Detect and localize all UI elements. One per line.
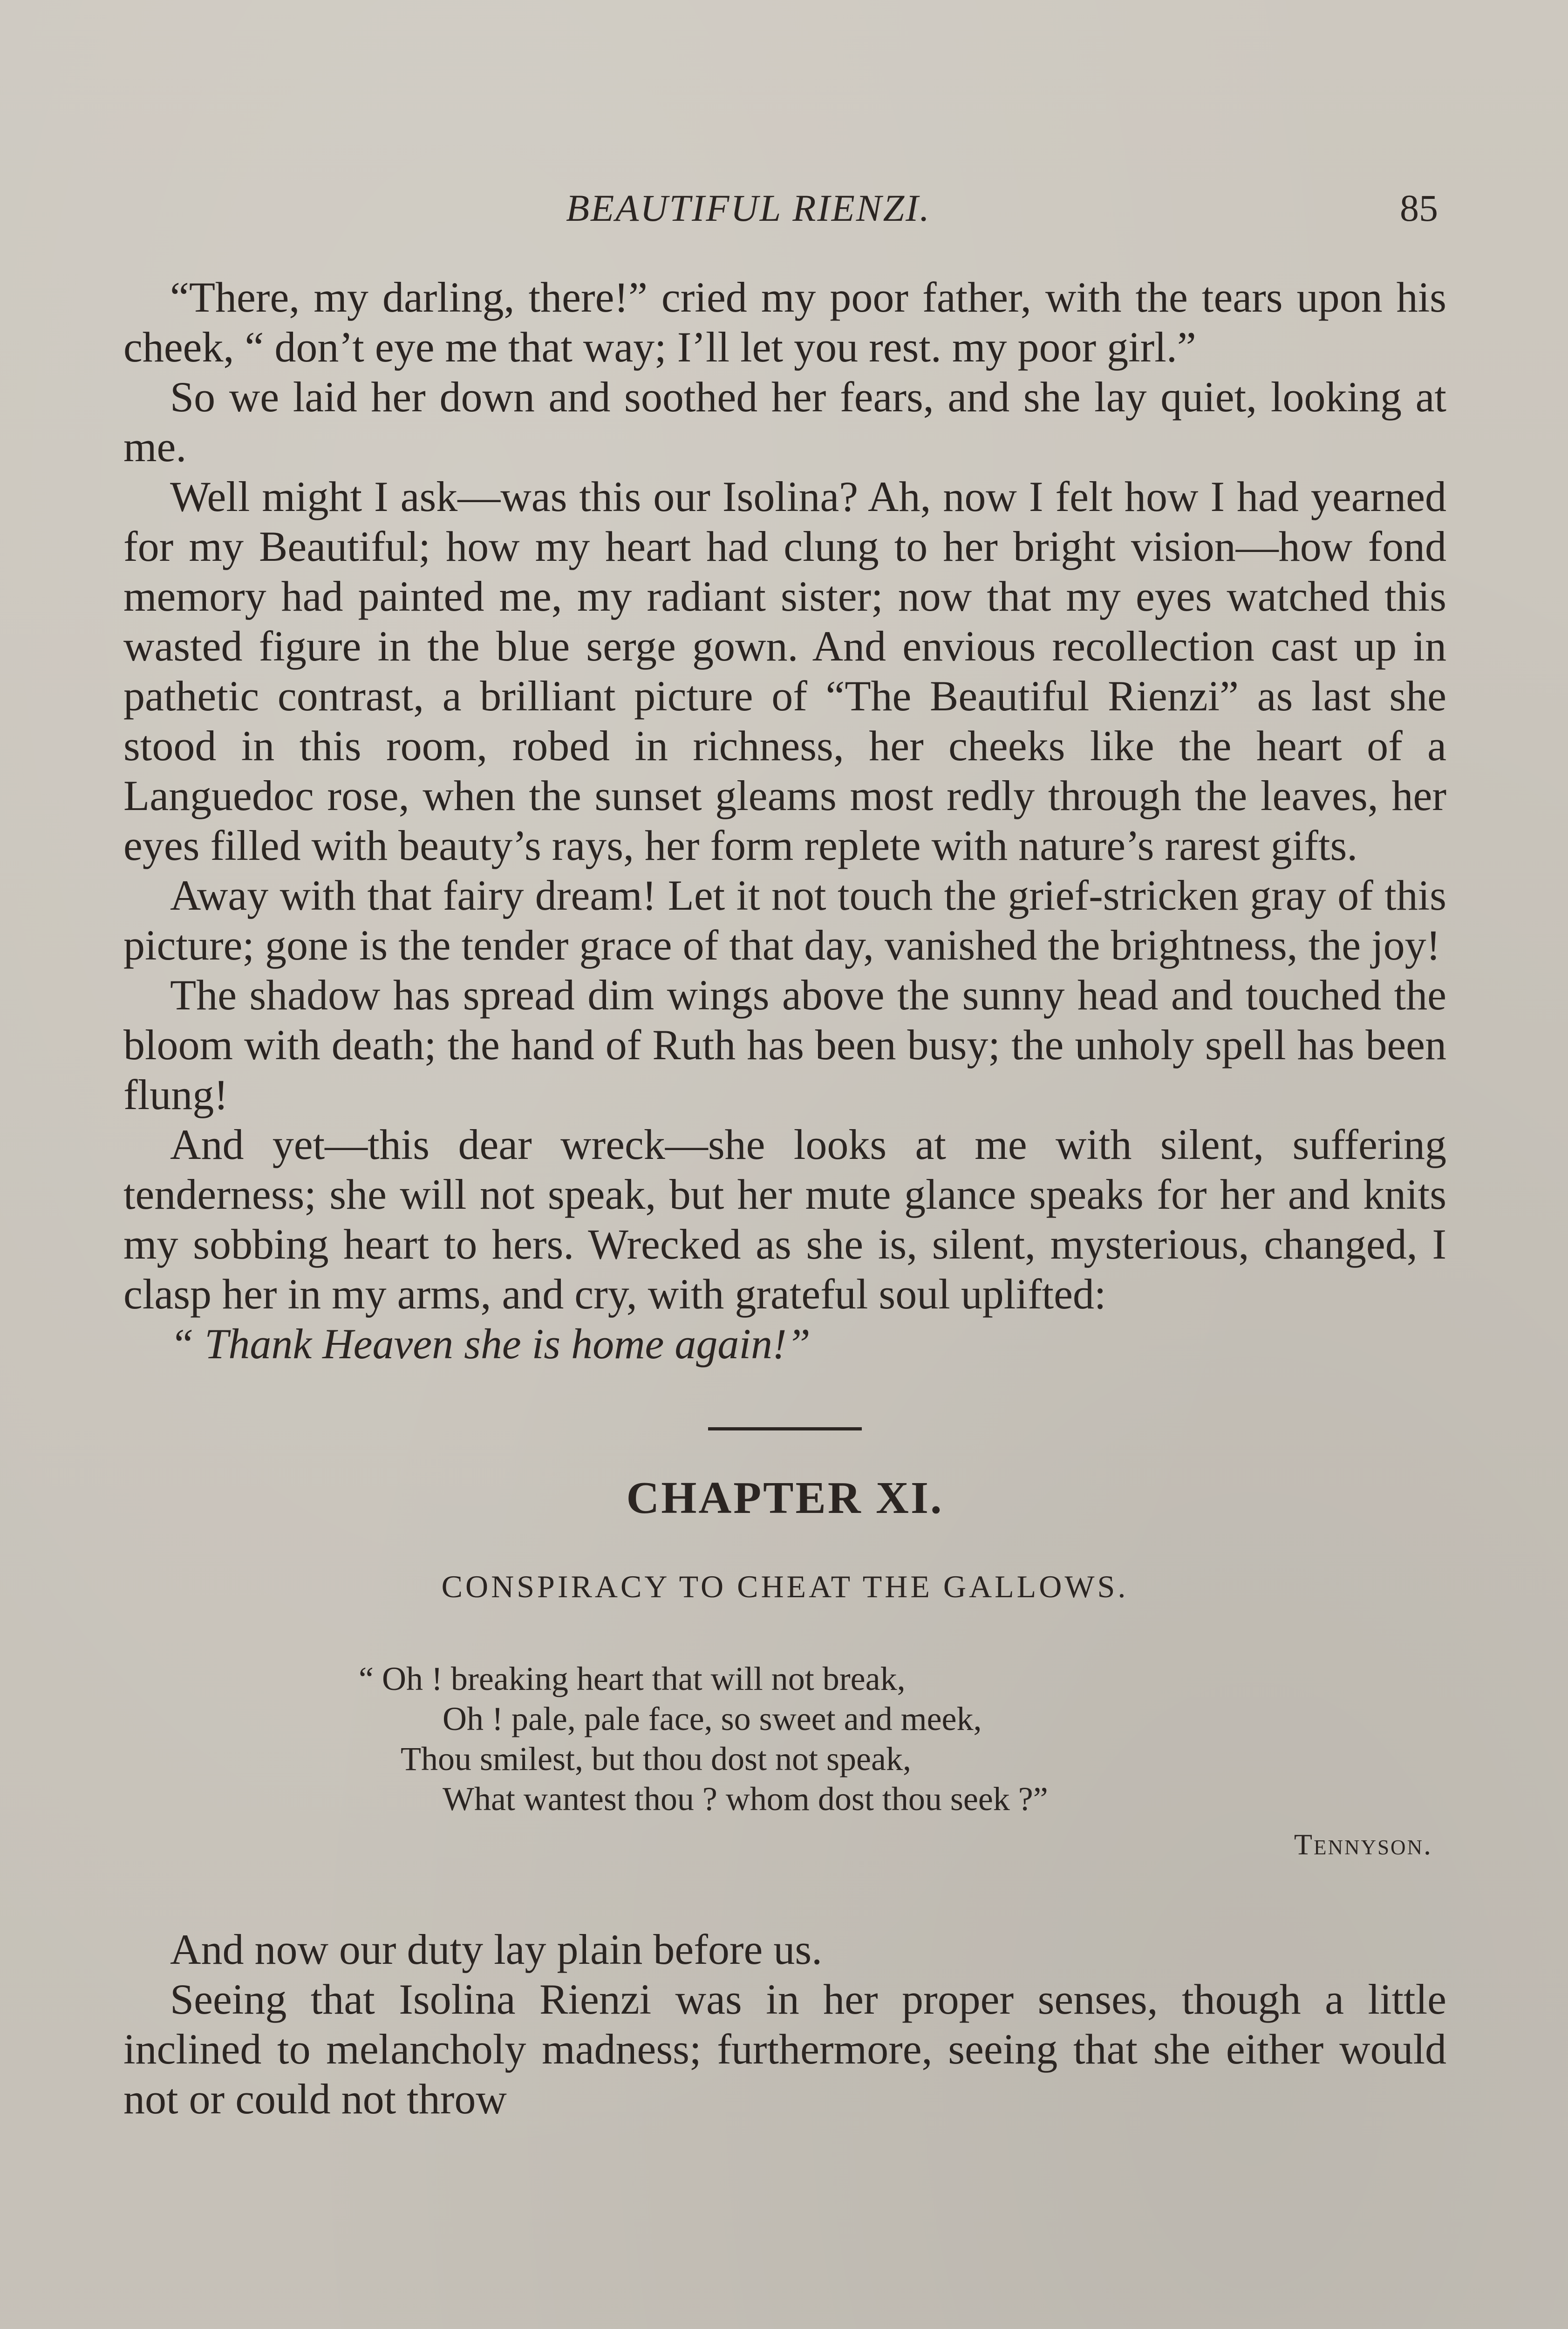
- page-body: [123, 272, 1446, 2124]
- chapter-body: [123, 1925, 1446, 2124]
- paragraph: So we laid her down and soothed her fears, and she lay quiet, looking at me.: [123, 373, 1446, 470]
- paragraph: Well might I ask—was this our Isolina? Ah, now I felt how I had yearned for my Beautiful; how my heart had clung to her bright vision—how fond memory had painted me, my radiant sister; now that my eyes watched this wasted figure in the blue serge gown. And envious recollection cast up in pathetic contrast, a brilliant picture of “The Beautiful Rienzi” as last she stood in this room, robed in richness, her cheeks like the heart of a Languedoc rose, when the sunset gleams most redly through the leaves, her eyes filled with beauty’s rays, her form replete with nature’s rarest gifts.: [123, 473, 1446, 869]
- paragraph: “There, my darling, there!” cried my poor father, with the tears upon his cheek, “ don’t eye me that way; I’ll let you rest. my poor girl.”: [123, 273, 1446, 371]
- paragraph: Away with that fairy dream! Let it not touch the grief-stricken gray of this picture; gone is the tender grace of that day, vanished the brightness, the joy!: [123, 872, 1446, 969]
- epigraph-line: “ Oh ! breaking heart that will not break,: [359, 1660, 906, 1697]
- epigraph-line: What wantest thou ? whom dost thou seek ?”: [443, 1780, 1048, 1818]
- epigraph-line: Thou smilest, but thou dost not speak,: [401, 1740, 911, 1777]
- epigraph-author: Tennyson.: [1294, 1828, 1432, 1861]
- chapter-title: CHAPTER XI.: [626, 1473, 944, 1523]
- running-head: [0, 186, 1568, 238]
- page-number: 85: [1400, 187, 1438, 229]
- italic-exclamation: “ Thank Heaven she is home again!”: [170, 1320, 811, 1368]
- section-divider: [708, 1427, 862, 1430]
- paragraph: And yet—this dear wreck—she looks at me with silent, suffering tenderness; she will not speak, but her mute glance speaks for her and knits my sobbing heart to hers. Wrecked as she is, silent, mysterious, changed, I clasp her in my arms, and cry, with grateful soul uplifted:: [123, 1121, 1446, 1318]
- epigraph-line: Oh ! pale, pale face, so sweet and meek,: [443, 1700, 982, 1737]
- epigraph: [123, 1659, 1446, 1819]
- paragraph: The shadow has spread dim wings above the sunny head and touched the bloom with death; the hand of Ruth has been busy; the unholy spell has been flung!: [123, 971, 1446, 1118]
- paragraph: Seeing that Isolina Rienzi was in her proper senses, though a little inclined to melancholy madness; furthermore, seeing that she either would not or could not throw: [123, 1975, 1446, 2123]
- paragraph: And now our duty lay plain before us.: [170, 1926, 823, 1973]
- chapter-subtitle: CONSPIRACY TO CHEAT THE GALLOWS.: [441, 1569, 1129, 1604]
- running-title: BEAUTIFUL RIENZI.: [566, 187, 931, 229]
